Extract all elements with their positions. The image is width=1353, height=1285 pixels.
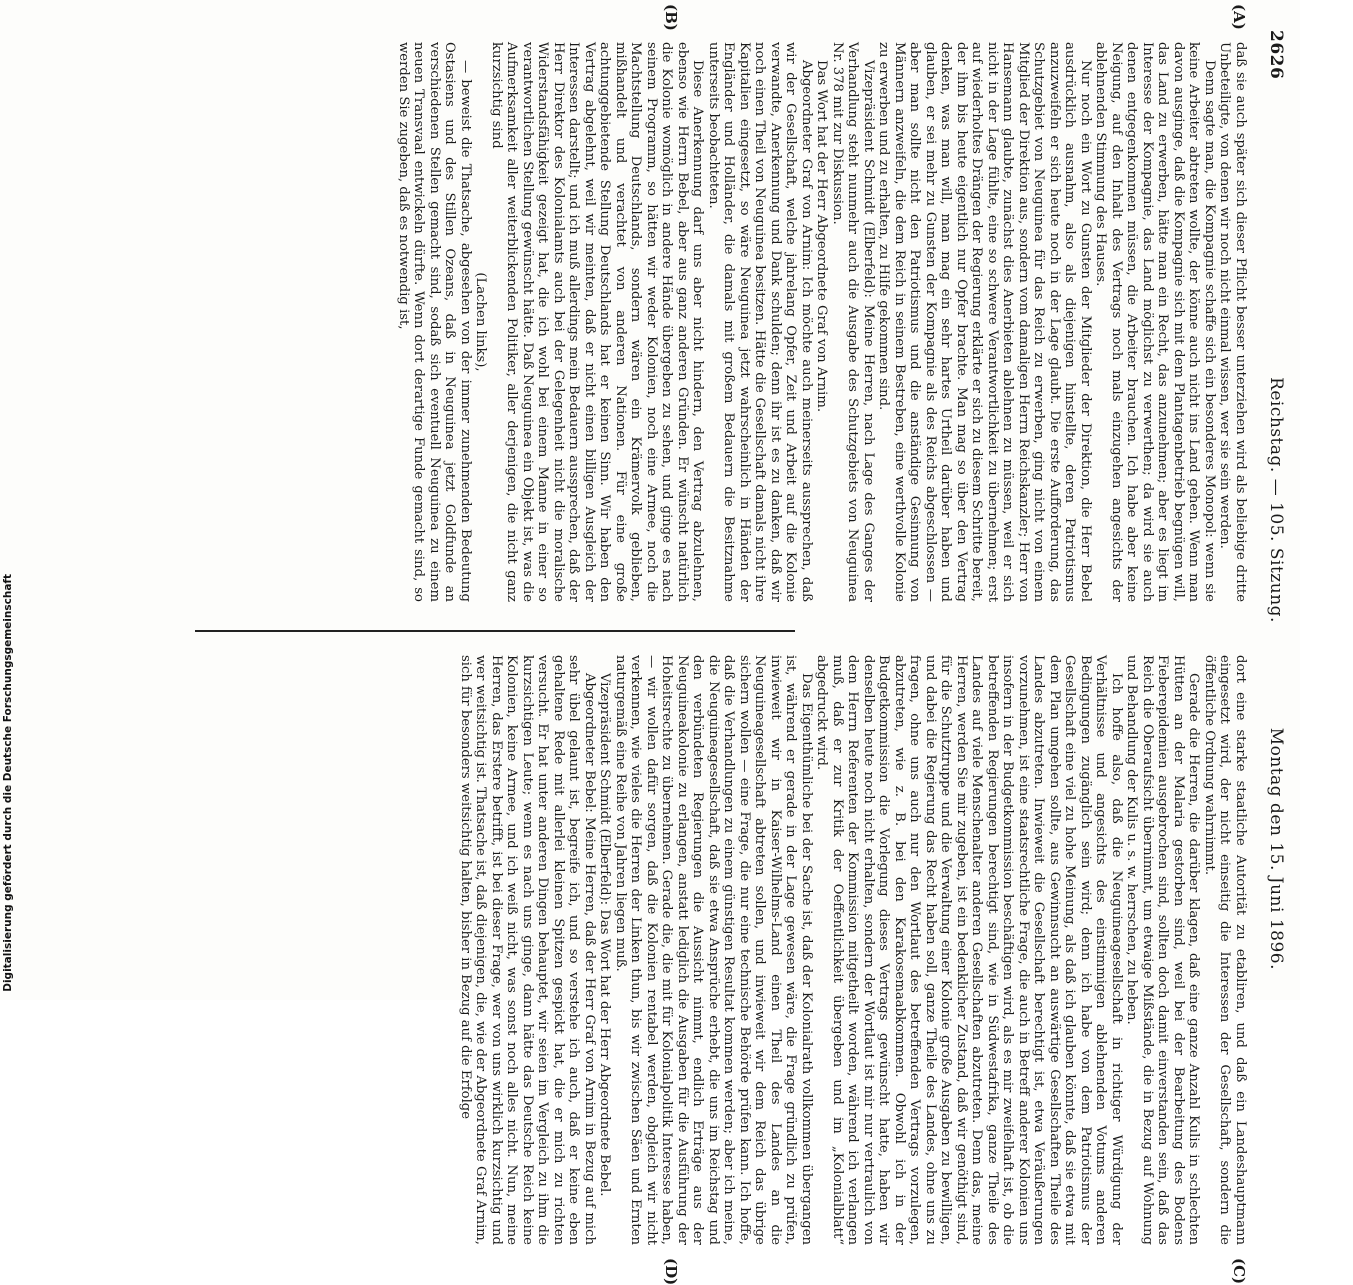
paragraph: Gerade die Herren, die darüber klagen, daß eine ganze Anzahl Kulis in schlechten Hütten an der Malaria gestorben sind, weil bei der Bearbeitung des Bodens Fieberepidemien ausgebrochen sind, sollten doch damit einverstanden sein, daß das Reich die Oberaufsicht übernimmt, um etwaige Mißstände, die in Bezug auf Wohnung und Behandlung der Kulis u. s. w. herrschen, zu heben. (1124, 655, 1202, 1245)
left-column (20, 42, 1248, 602)
paragraph: Abgeordneter Bebel: Meine Herren, daß der Herr Graf von Arnim in Bezug auf mich sehr übel gelaunt ist, begreife ich, und so verstehe ich auch, daß er keine eben gehaltene Rede mit allerlei kleinen Spitzen gespickt hat, die er mich zu richten versucht. Er hat unter anderen Dingen behauptet, wir seien im Vergleich zu ihm die kurzsichtigen Leute; wenn es nach uns ginge, dann hätte das Deutsche Reich keine Kolonien, keine Armee, und ich weiß nicht, was sonst noch alles nicht. Nun, meine Herren, das Erstere betrifft, ist bei dieser Frage, wer von uns wirklich kurzsichtig und wer weitsichtig ist. Thatsache ist, daß diejenigen, die, wie der Abgeordnete Graf Arnim, sich für besonders weitsichtig halten, bisher in Bezug auf die Erfolge (458, 655, 597, 1245)
paragraph: Diese Anerkennung darf uns aber nicht hindern, den Vertrag abzulehnen, ebenso wie Herrn Bebel, aber aus ganz anderen Gründen. Er wünscht natürlich die Kolonie womöglich in andere Hände übergeben zu sehen, und ginge es nach seinem Programm, so hätten wir weder Kolonien, noch eine Armee, noch die Machtstellung Deutschlands, sondern wären ein Krämervolk geblieben, mißhandelt und verachtet von anderen Nationen. Für eine große achtunggebietende Stellung Deutschlands hat er keinen Sinn. Wir haben den Vertrag abgelehnt, weil wir meinten, daß er nicht einen billigen Ausgleich der Interessen darstellt; und ich muß allerdings mein Bedauern aussprechen, daß der Herr Direktor des Kolonialamts auch bei der Gelegenheit nicht die moralische Widerstandsfähigkeit gezeigt hat, die ich wohl bei einem Manne in einer so verantwortlichen Stellung gewünscht hätte. Daß Neuguinea ein Objekt ist, was die Aufmerksamkeit aller weiterblickenden Politiker, aller derjenigen, die nicht ganz kurzsichtig sind (489, 42, 706, 602)
margin-mark-c: (C) (1230, 1258, 1248, 1285)
margin-mark-a: (A) (1230, 4, 1248, 30)
paragraph: Ich hoffe also, daß die Neuguineagesellschaft in richtiger Würdigung der Verhältnisse und angesichts des einstimmigen ablehnenden Votums anderen Bedingungen zugänglich sein wird; denn ich habe von dem Patriotismus der Gesellschaft eine viel zu hohe Meinung, als daß ich glauben könnte, daß sie etwa mit dem Plan umgehen sollte, aus Gewinnsucht an auswärtige Gesellschaften Theile des Landes abzutreten. Inwieweit die Gesellschaft berechtigt ist, etwa Veräußerungen vorzunehmen, ist eine staatsrechtliche Frage, die auch in Betreff anderer Kolonien uns insofern in der Budgetkommission beschäftigen wird, als es mir zweifelhaft ist, ob die betreffenden Regierungen berechtigt sind, wie in Südwestafrika, ganze Theile des Landes auf viele Menschenalter anderen Gesellschaften abzutreten. Denn das, meine Herren, werden Sie mir zugeben, ist ein bedenklicher Zustand, daß wir genöthigt sind, für die Schutztruppe und die Verwaltung einer Kolonie große Ausgaben zu bewilligen, und dabei die Regierung das Recht haben soll, ganze Theile des Landes, ohne uns zu fragen, ohne uns auch nur den Wortlaut des betreffenden Vertrags vorzulegen, abzutreten, wie z. B. bei den Karakosemaabkommen. Obwohl ich in der Budgetkommission die Vorlegung dieses Vertrags gewünscht hatte, haben wir denselben heute noch nicht erhalten, sondern der Wortlaut ist mir nur vertraulich von dem Herrn Referenten der Kommission mitgetheilt worden, während ich verlangen muß, daß er zur Kritik der Oeffentlichkeit übergeben und im „Kolonialblatt“ abgedruckt wird. (814, 655, 1124, 1245)
paragraph: Nur noch ein Wort zu Gunsten der Mitglieder der Direktion, die Herr Bebel ausdrücklich ausnahm, also als diejenigen hinstellte, deren Patriotismus anzuzweifeln er sich heute noch in der Lage glaubt. Die erste Aufforderung, das Schutzgebiet von Neuguinea für das Reich zu erwerben, ging nicht von einem Mitglied der Direktion aus, sondern vom damaligen Herrn Reichskanzler; Herr von Hansemann glaubte, zunächst dies Anerbieten ablehnen zu müssen, weil er sich nicht in der Lage fühlte, eine so schwere Verantwortlichkeit zu übernehmen; erst auf wiederholtes Drängen der Regierung erklärte er sich zu diesem Schritte bereit, der ihm bis heute eigentlich nur Opfer brachte. Man mag so über den Vertrag denken, was man will, man mag ein sehr hartes Urtheil darüber haben und glauben, er sei mehr zu Gunsten der Kompagnie als des Reichs abgeschlossen — aber man sollte nicht den Patriotismus und die anständige Gesinnung von Männern anzweifeln, die dem Reich in seinem Bestreben, eine werthvolle Kolonie zu erwerben und zu erhalten, zu Hilfe gekommen sind. (876, 42, 1093, 602)
session-title: Reichstag. — 105. Sitzung. (1266, 377, 1286, 623)
margin-mark-d: (D) (662, 1258, 680, 1285)
right-column (20, 655, 1248, 1245)
margin-mark-b: (B) (662, 4, 680, 31)
paragraph: dort eine starke staatliche Autorität zu etabliren, und daß ein Landeshauptmann eingesetzt wird, der nicht einseitig die Interessen der Gesellschaft, sondern die öffentliche Ordnung wahrnimmt. (1202, 655, 1248, 1245)
paragraph: Vizepräsident Schmidt (Elberfeld): Meine Herren, nach Lage des Ganges der Verhandlung steht nunmehr auch die Ausgabe des Schutzgebiets von Neuguinea Nr. 378 mit zur Diskussion. (830, 42, 876, 602)
page-number: 2626 (1266, 30, 1286, 80)
column-divider (195, 630, 795, 632)
paragraph: Das Wort hat der Herr Abgeordnete Graf von Arnim. (814, 60, 830, 413)
page-header (1256, 30, 1286, 970)
paragraph: Das Eigenthümliche bei der Sache ist, daß der Kolonialrath vollkommen übergangen ist, während er gerade in der Lage gewesen wäre, die Frage gründlich zu prüfen, inwieweit wir in Kaiser-Wilhelms-Land einen Theil des Landes an die Neuguineagesellschaft abtreten sollen, und inwieweit wir dem Reich das übrige sichern wollen — eine Frage, die nur eine technische Behörde prüfen kann. Ich hoffe, daß die Verhandlungen zu einem günstigen Resultat kommen werden; aber ich meine, die Neuguineagesellschaft, daß sie etwa Ansprüche erhebt, die uns im Reichstag und den verbündeten Regierungen die Aussicht nimmt, endlich Erträge aus der Neuguineakolonie zu erlangen, anstatt lediglich die Ausgaben für die Ausführung der Hoheitsrechte zu übernehmen. Gerade die, die mit für Kolonialpolitik Interesse haben, — wir wollen dafür sorgen, daß die Kolonien rentabel werden, obgleich wir nicht verkennen, wie vieles die Herren der Linken thun, bis wir zwischen Säen und Ernten naturgemäß eine Reihe von Jahren liegen muß. (613, 655, 814, 1245)
paragraph: Abgeordneter Graf von Arnim: Ich möchte auch meinerseits aussprechen, daß wir der Gesellschaft, welche jahrelang Opfer, Zeit und Arbeit auf die Kolonie verwandte, Anerkennung und Dank schulden; denn ihr ist es zu danken, daß wir noch einen Theil von Neuguinea besitzen. Hätte die Gesellschaft damals nicht ihre Kapitalien eingesetzt, so wäre Neuguinea jetzt wahrscheinlich in Händen der Engländer und Holländer, die damals mit großem Bedauern die Besitznahme unterseits beobachteten. (706, 42, 814, 602)
digitization-credit: Digitalisierung gefördert durch die Deutsche Forschungsgemeinschaft (2, 574, 14, 992)
interjection: (Lachen links), (473, 272, 489, 372)
paragraph: — beweist die Thatsache, abgesehen von der immer zunehmenden Bedeutung Ostasiens und des Stillen Ozeans, daß in Neuguinea jetzt Goldfunde an verschiedenen Stellen gemacht sind, sodaß sich eventuell Neuguinea zu einem neuen Transvaal entwickeln dürfte. Wenn dort derartige Funde gemacht sind, so werden Sie zugeben, daß es notwendig ist, (396, 42, 473, 602)
paragraph: Denn sagte man, die Kompagnie schaffe sich ein besonderes Monopol: wenn sie keine Arbeiter abtreten wollte, der könne auch nicht ins Land gehen. Wenn man davon ausginge, daß die Kompagnie sich mit dem Plantagenbetrieb begnügen will, das Land zu erwerben, hätte man ein Recht, das anzunehmen; aber es liegt im Interesse der Kompagnie, das Land möglichst zu verwerthen; da wird sie auch denen entgegenkommen müssen, die Arbeiter brauchen. Ich habe aber keine Neigung, auf den Inhalt des Vertrags noch mals einzugehen angesichts der ablehnenden Stimmung des Hauses. (1093, 42, 1217, 602)
paragraph: Vizepräsident Schmidt (Elberfeld): Das Wort hat der Herr Abgeordnete Bebel. (597, 673, 613, 1197)
session-date: Montag den 15. Juni 1896. (1266, 727, 1286, 970)
paragraph: daß sie auch später sich dieser Pflicht besser unterziehen wird als beliebige dritte Unbeteiligte, von denen wir noch nicht einmal wissen, wer sie sein werden. (1217, 42, 1248, 602)
